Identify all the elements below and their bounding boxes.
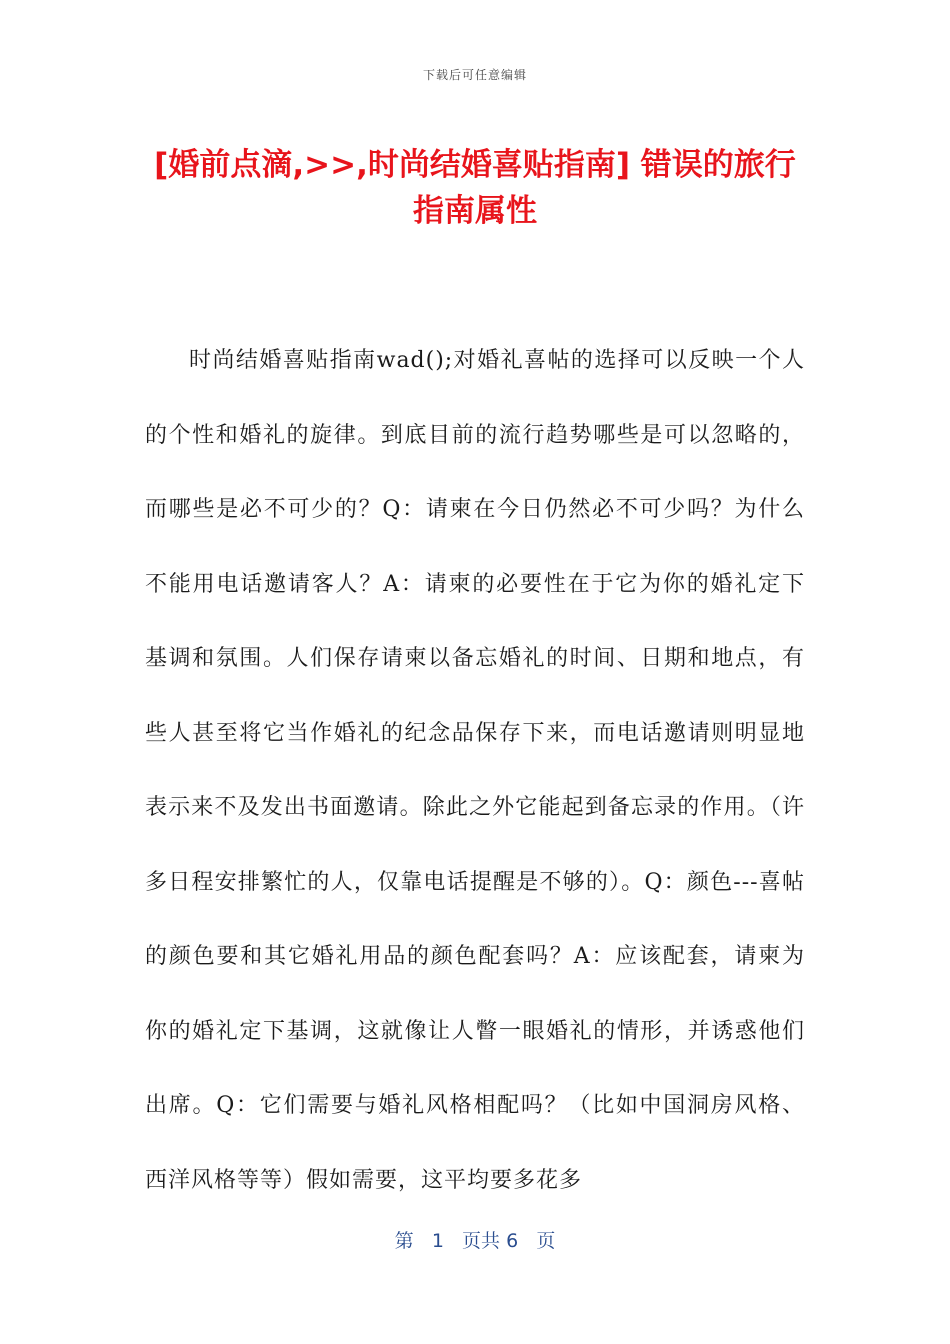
footer-page-suffix: 页 bbox=[536, 1230, 556, 1252]
header-note: 下载后可任意编辑 bbox=[422, 68, 527, 82]
page-footer bbox=[0, 1226, 950, 1253]
document-title: [婚前点滴,>>,时尚结婚喜贴指南] 错误的旅行指南属性 bbox=[154, 147, 796, 229]
footer-page-prefix: 第 bbox=[394, 1230, 414, 1252]
footer-total-pages: 6 bbox=[506, 1230, 519, 1252]
footer-current-page: 1 bbox=[431, 1230, 444, 1252]
footer-page-middle: 页共 bbox=[462, 1230, 501, 1252]
document-body-paragraph: 时尚结婚喜贴指南wad();对婚礼喜帖的选择可以反映一个人的个性和婚礼的旋律。到底目前的流行趋势哪些是可以忽略的，而哪些是必不可少的？Q：请柬在今日仍然必不可少吗？为什么不能用电话邀请客人？A：请柬的必要性在于它为你的婚礼定下基调和氛围。人们保存请柬以备忘婚礼的时间、日期和地点，有些人甚至将它当作婚礼的纪念品保存下来，而电话邀请则明显地表示来不及发出书面邀请。除此之外它能起到备忘录的作用。（许多日程安排繁忙的人，仅靠电话提醒是不够的）。Q：颜色---喜帖的颜色要和其它婚礼用品的颜色配套吗？A：应该配套，请柬为你的婚礼定下基调，这就像让人瞥一眼婚礼的情形，并诱惑他们出席。Q：它们需要与婚礼风格相配吗？（比如中国洞房风格、西洋风格等等）假如需要，这平均要多花多 bbox=[145, 348, 805, 1193]
